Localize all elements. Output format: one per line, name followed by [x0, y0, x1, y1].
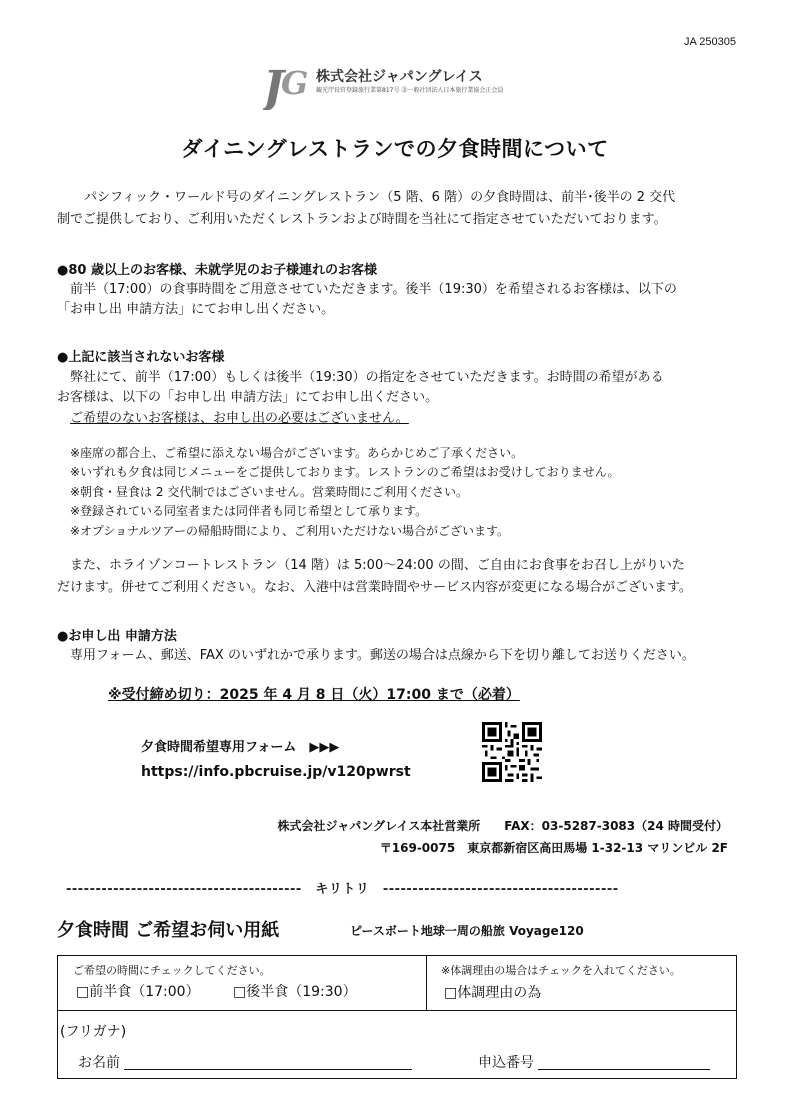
intro-line-1: パシフィック・ワールド号のダイニングレストラン（5 階、6 階）の夕食時間は、前半･後半の 2 交代 — [84, 190, 676, 205]
note-2: ※いずれも夕食は同じメニューをご提供しております。レストランのご希望はお受けしておりません。 — [70, 465, 620, 479]
horizon-line-1: また、ホライゾンコートレストラン（14 階）は 5:00～24:00 の間、ご自由にお食事をお召し上がりいた — [70, 558, 685, 573]
form-link-label: 夕食時間希望専用フォーム ▶▶▶ — [141, 740, 340, 755]
section2-underlined: ご希望のないお客様は、お申し出の必要はございません。 — [70, 411, 409, 426]
section2-heading: ●上記に該当されないお客様 — [57, 350, 225, 365]
jg-logo-mark — [263, 60, 313, 110]
office-line-2: 〒169-0075 東京都新宿区高田馬場 1-32-13 マリンビル 2F — [379, 841, 728, 855]
form-divider-horizontal — [58, 1010, 736, 1011]
note-5: ※オプショナルツアーの帰船時間により、ご利用いただけない場合がございます。 — [70, 524, 510, 538]
section2-line-2: お客様は、以下の「お申し出 申請方法」にてお申し出ください。 — [57, 390, 439, 405]
logo-registration: 観光庁長官登録旅行業第817号 ㊎一般社団法人日本旅行業協会正会員 — [316, 87, 504, 94]
application-number-input-line[interactable] — [538, 1069, 710, 1070]
late-dinner-checkbox[interactable]: □後半食（19:30） — [233, 984, 357, 1000]
svg-text:J: J — [263, 62, 284, 110]
time-prompt: ご希望の時間にチェックしてください。 — [73, 964, 271, 977]
horizon-line-2: だけます。併せてご利用ください。なお、入港中は営業時間やサービス内容が変更になる場合がございます。 — [57, 580, 692, 595]
company-logo — [263, 60, 543, 110]
intro-line-2: 制でご提供しており、ご利用いただくレストランおよび時間を当社にて指定させていただいております。 — [57, 212, 667, 227]
note-1: ※座席の都合上、ご希望に添えない場合がございます。あらかじめご了承ください。 — [70, 446, 524, 460]
section2-line-1: 弊社にて、前半（17:00）もしくは後半（19:30）の指定をさせていただきます。お時間の希望がある — [70, 370, 664, 385]
furigana-label: (フリガナ) — [60, 1024, 127, 1040]
document-code: JA 250305 — [684, 36, 736, 48]
deadline: ※受付締め切り：2025 年 4 月 8 日（火）17:00 まで（必着） — [108, 687, 520, 703]
section3-heading: ●お申し出 申請方法 — [57, 629, 177, 644]
application-number-label: 申込番号 — [478, 1055, 534, 1071]
health-prompt: ※体調理由の場合はチェックを入れてください。 — [441, 964, 681, 977]
note-3: ※朝食・昼食は 2 交代制ではございません。営業時間にご利用ください。 — [70, 485, 469, 499]
form-link-url[interactable]: https://info.pbcruise.jp/v120pwrst — [141, 764, 411, 780]
qr-code-icon[interactable] — [482, 722, 542, 782]
logo-company-name: 株式会社ジャパングレイス — [316, 69, 483, 85]
office-line-1: 株式会社ジャパングレイス本社営業所 FAX：03-5287-3083（24 時間受付） — [277, 819, 728, 833]
form-title: 夕食時間 ご希望お伺い用紙 — [57, 920, 280, 941]
form-divider-vertical — [426, 956, 427, 1010]
section1-line-1: 前半（17:00）の食事時間をご用意させていただきます。後半（19:30）を希望されるお客様は、以下の — [70, 282, 677, 297]
page-title: ダイニングレストランでの夕食時間について — [181, 137, 609, 161]
early-dinner-checkbox[interactable]: □前半食（17:00） — [76, 984, 200, 1000]
office-info — [278, 815, 729, 859]
name-label: お名前 — [78, 1055, 120, 1071]
form-subtitle: ピースボート地球一周の船旅 Voyage120 — [350, 924, 584, 938]
section1-heading: ●80 歳以上のお客様、未就学児のお子様連れのお客様 — [57, 263, 377, 278]
cut-line: ---------------------------------------- キリトリ ---------------------------------------- — [66, 882, 619, 897]
note-4: ※登録されている同室者または同伴者も同じ希望として承ります。 — [70, 504, 428, 518]
request-form-box — [57, 955, 737, 1079]
section1-line-2: 「お申し出 申請方法」にてお申し出ください。 — [57, 302, 335, 317]
name-input-line[interactable] — [124, 1069, 412, 1070]
svg-text:G: G — [281, 64, 309, 102]
health-reason-checkbox[interactable]: □体調理由の為 — [444, 985, 542, 1001]
section3-line: 専用フォーム、郵送、FAX のいずれかで承ります。郵送の場合は点線から下を切り離してお送りください。 — [70, 648, 695, 663]
